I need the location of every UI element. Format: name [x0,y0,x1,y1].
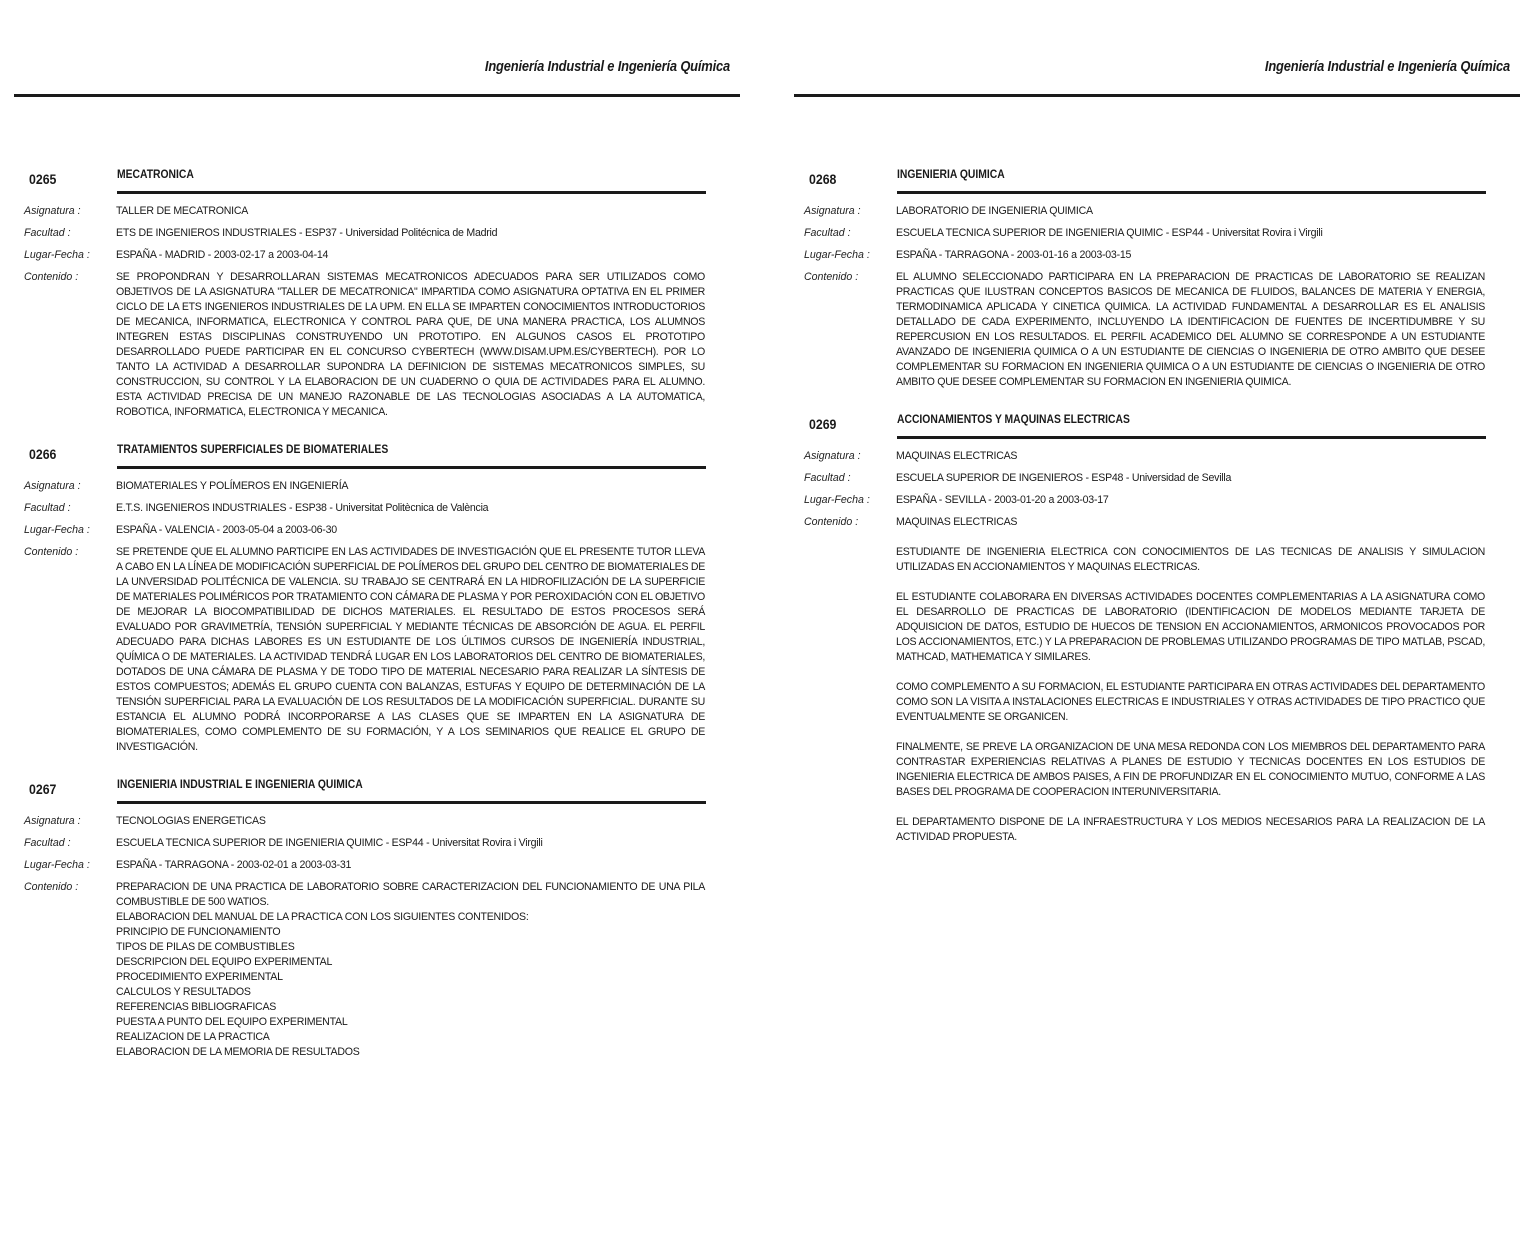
running-header: Ingeniería Industrial e Ingeniería Química [484,58,730,75]
right-entries [804,165,1486,865]
facultad-value: ETS DE INGENIEROS INDUSTRIALES - ESP37 - Universidad Politécnica de Madrid [116,227,498,239]
asignatura-value: LABORATORIO DE INGENIERIA QUIMICA [896,205,1093,217]
entry-code: 0268 [809,171,837,187]
entry-title: MECATRONICA [117,169,194,181]
lugar-fecha-value: ESPAÑA - SEVILLA - 2003-01-20 a 2003-03-17 [896,494,1109,506]
entry-code: 0265 [29,171,57,187]
contenido-paragraph: COMO COMPLEMENTO A SU FORMACION, EL ESTUDIANTE PARTICIPARA EN OTRAS ACTIVIDADES DEL DEPARTAMENTO COMO SON LA VISITA A INSTALACIONES ELECTRICAS E INDUSTRIALES Y OTRAS ACTIVIDADES DE TIPO PRACTICO QUE EVENTUALMENTE SE ORGANICEN. [896,681,1485,723]
facultad-value: ESCUELA TECNICA SUPERIOR DE INGENIERIA QUIMIC - ESP44 - Universitat Rovira i Virgili [896,227,1323,239]
entry-title: INGENIERIA INDUSTRIAL E INGENIERIA QUIMICA [117,779,363,791]
title-rule [117,801,706,804]
asignatura-value: TALLER DE MECATRONICA [116,205,249,217]
facultad-row [24,226,706,241]
contenido-block [896,515,1485,845]
facultad-row [24,836,706,851]
asignatura-label: Asignatura : [804,450,861,462]
contenido-short: MAQUINAS ELECTRICAS [896,516,1018,528]
entry-title: ACCIONAMIENTOS Y MAQUINAS ELECTRICAS [897,414,1130,426]
contenido-line: ELABORACION DEL MANUAL DE LA PRACTICA CON LOS SIGUIENTES CONTENIDOS: [116,911,529,923]
facultad-row [804,226,1486,241]
lugar-fecha-value: ESPAÑA - TARRAGONA - 2003-01-16 a 2003-03-15 [896,249,1132,261]
lugar-fecha-value: ESPAÑA - MADRID - 2003-02-17 a 2003-04-14 [116,249,329,261]
lugar-fecha-row [24,523,706,538]
asignatura-label: Asignatura : [24,815,81,827]
contenido-line: DESCRIPCION DEL EQUIPO EXPERIMENTAL [116,956,333,968]
entry-0266 [24,440,706,755]
header-rule [794,94,1520,97]
contenido-line: PUESTA A PUNTO DEL EQUIPO EXPERIMENTAL [116,1016,348,1028]
lugar-fecha-label: Lugar-Fecha : [24,524,90,536]
lugar-fecha-label: Lugar-Fecha : [804,249,870,261]
lugar-fecha-row [804,248,1486,263]
contenido-line: PROCEDIMIENTO EXPERIMENTAL [116,971,283,983]
title-rule [897,436,1486,439]
lugar-fecha-row [24,248,706,263]
lugar-fecha-label: Lugar-Fecha : [804,494,870,506]
contenido-line: ELABORACION DE LA MEMORIA DE RESULTADOS [116,1046,360,1058]
left-page [14,0,754,1238]
facultad-value: ESCUELA SUPERIOR DE INGENIEROS - ESP48 - Universidad de Sevilla [896,472,1232,484]
lugar-fecha-value: ESPAÑA - TARRAGONA - 2003-02-01 a 2003-03-31 [116,859,352,871]
contenido-paragraph: ESTUDIANTE DE INGENIERIA ELECTRICA CON CONOCIMIENTOS DE LAS TECNICAS DE ANALISIS Y SIMULACION UTILIZADAS EN ACCIONAMIENTOS Y MAQUINAS ELECTRICAS. [896,546,1485,573]
contenido-paragraph: EL ESTUDIANTE COLABORARA EN DIVERSAS ACTIVIDADES DOCENTES COMPLEMENTARIAS A LA ASIGNATURA COMO EL DESARROLLO DE PRACTICAS DE LABORATORIO (IDENTIFICACION DE MODELOS MEDIANTE TARJETA DE ADQUISICION DE DATOS, ESTUDIO DE HUECOS DE TENSION EN ACCIONAMIENTOS, ARMONICOS PROVOCADOS POR LOS ACCIONAMIENTOS, ETC.) Y LA PREPARACION DE PROBLEMAS UTILIZANDO PROGRAMAS DE TIPO MATLAB, PSCAD, MATHCAD, MATHEMATICA Y SIMILARES. [896,591,1485,663]
header-rule [14,94,740,97]
entry-header [24,440,706,472]
lugar-fecha-value: ESPAÑA - VALENCIA - 2003-05-04 a 2003-06-30 [116,524,337,536]
asignatura-row [24,814,706,829]
asignatura-label: Asignatura : [24,480,81,492]
contenido-line: REALIZACION DE LA PRACTICA [116,1031,270,1043]
contenido-paragraph: EL DEPARTAMENTO DISPONE DE LA INFRAESTRUCTURA Y LOS MEDIOS NECESARIOS PARA LA REALIZACION DE LA ACTIVIDAD PROPUESTA. [896,816,1485,843]
asignatura-value: MAQUINAS ELECTRICAS [896,450,1018,462]
facultad-label: Facultad : [804,472,851,484]
contenido-label: Contenido : [24,271,79,283]
title-rule [897,191,1486,194]
contenido-paragraph: FINALMENTE, SE PREVE LA ORGANIZACION DE UNA MESA REDONDA CON LOS MIEMBROS DEL DEPARTAMENTO PARA CONTRASTAR EXPERIENCIAS RELATIVAS A PLANES DE ESTUDIO Y TECNICAS DOCENTES EN LOS ESTUDIOS DE INGENIERIA ELECTRICA DE AMBOS PAISES, A FIN DE PROFUNDIZAR EN EL CONOCIMIENTO MUTUO, CONFORME A LAS BASES DEL PROGRAMA DE COOPERACION INTERUNIVERSITARIA. [896,741,1485,798]
lugar-fecha-row [24,858,706,873]
left-entries [24,165,706,1080]
right-page [794,0,1532,1238]
contenido-text: EL ALUMNO SELECCIONADO PARTICIPARA EN LA PREPARACION DE PRACTICAS DE LABORATORIO SE REALIZAN PRACTICAS QUE ILUSTRAN CONCEPTOS BASICOS DE MECANICA DE FLUIDOS, BALANCES DE MATERIA Y ENERGIA, TERMODINAMICA APLICADA Y CINETICA QUIMICA. LA ACTIVIDAD FUNDAMENTAL A DESARROLLAR ES EL ANALISIS DETALLADO DE CADA EXPERIMENTO, INCLUYENDO LA IDENTIFICACION DE FUENTES DE INCERTIDUMBRE Y SU REPERCUSION EN LOS RESULTADOS. EL PERFIL ACADEMICO DEL ALUMNO SE CORRESPONDE A UN ESTUDIANTE AVANZADO DE INGENIERIA QUIMICA O A UN ESTUDIANTE DE CIENCIAS O INGENIERIA DE OTRO AMBITO QUE DESEE COMPLEMENTAR SU FORMACION EN INGENIERIA QUIMICA O A UN ESTUDIANTE DE CIENCIAS O INGENIERIA DE OTRO AMBITO QUE DESEE COMPLEMENTAR SU FORMACION EN INGENIERIA QUIMICA. [896,271,1485,388]
entry-0267 [24,775,706,1060]
contenido-row [804,515,1486,845]
contenido-label: Contenido : [24,546,79,558]
contenido-line: CALCULOS Y RESULTADOS [116,986,251,998]
entry-header [24,775,706,807]
lugar-fecha-label: Lugar-Fecha : [24,249,90,261]
asignatura-value: BIOMATERIALES Y POLÍMEROS EN INGENIERÍA [116,480,349,492]
asignatura-row [804,204,1486,219]
entry-title: TRATAMIENTOS SUPERFICIALES DE BIOMATERIALES [117,444,389,456]
entry-code: 0269 [809,416,837,432]
facultad-label: Facultad : [24,837,71,849]
lugar-fecha-row [804,493,1486,508]
contenido-text: SE PROPONDRAN Y DESARROLLARAN SISTEMAS MECATRONICOS ADECUADOS PARA SER UTILIZADOS COMO OBJETIVOS DE LA ASIGNATURA "TALLER DE MECATRONICA" IMPARTIDA COMO ASIGNATURA OPTATIVA EN EL PRIMER CICLO DE LA ETS INGENIEROS INDUSTRIALES DE LA UPM. EN ELLA SE IMPARTEN CONOCIMIENTOS INTRODUCTORIOS DE MECANICA, INFORMATICA, ELECTRONICA Y CONTROL PARA QUE, DE UNA MANERA PRACTICA, LOS ALUMNOS INTEGREN ESTAS DISCIPLINAS CONSTRUYENDO UN PROTOTIPO. EN ALGUNOS CASOS EL PROTOTIPO DESARROLLADO PUEDE PARTICIPAR EN EL CONCURSO CYBERTECH (WWW.DISAM.UPM.ES/CYBERTECH). POR LO TANTO LA ACTIVIDAD A DESARROLLAR SUPONDRA LA DEFINICION DE SISTEMAS MECATRONICOS SIMPLES, SU CONSTRUCCION, SU CONTROL Y LA ELABORACION DE UN CUADERNO O QUIA DE ACTIVIDADES PARA EL ALUMNO. ESTA ACTIVIDAD PRECISA DE UN MANEJO RAZONABLE DE LAS TECNOLOGIAS ASOCIADAS A LA AUTOMATICA, ROBOTICA, INFORMATICA, ELECTRONICA Y MECANICA. [116,271,705,418]
contenido-line: PRINCIPIO DE FUNCIONAMIENTO [116,926,281,938]
facultad-label: Facultad : [804,227,851,239]
contenido-block [116,880,705,1060]
contenido-row [24,545,706,755]
contenido-label: Contenido : [804,516,859,528]
asignatura-row [24,479,706,494]
entry-title: INGENIERIA QUIMICA [897,169,1005,181]
entry-code: 0266 [29,446,57,462]
facultad-value: ESCUELA TECNICA SUPERIOR DE INGENIERIA QUIMIC - ESP44 - Universitat Rovira i Virgili [116,837,543,849]
asignatura-value: TECNOLOGIAS ENERGETICAS [116,815,266,827]
facultad-label: Facultad : [24,502,71,514]
entry-0265 [24,165,706,420]
contenido-line: TIPOS DE PILAS DE COMBUSTIBLES [116,941,295,953]
facultad-value: E.T.S. INGENIEROS INDUSTRIALES - ESP38 - Universitat Politècnica de València [116,502,489,514]
title-rule [117,191,706,194]
contenido-text: SE PRETENDE QUE EL ALUMNO PARTICIPE EN LAS ACTIVIDADES DE INVESTIGACIÓN QUE EL PRESENTE TUTOR LLEVA A CABO EN LA LÍNEA DE MODIFICACIÓN SUPERFICIAL DE POLÍMEROS DEL GRUPO DEL CENTRO DE BIOMATERIALES DE LA UNVERSIDAD POLITÉCNICA DE VALENCIA. SU TRABAJO SE CENTRARÁ EN LA HIDROFILIZACIÓN DE LA SUPERFICIE DE MATERIALES POLIMÉRICOS POR TRATAMIENTO CON CÁMARA DE PLASMA Y POR PEROXIDACIÓN CON EL OBJETIVO DE MEJORAR LA BIOCOMPATIBILIDAD DE DICHOS MATERIALES. EL RESULTADO DE ESTOS PROCESOS SERÁ EVALUADO POR GRAVIMETRÍA, TENSIÓN SUPERFICIAL Y MEDIANTE TÉCNICAS DE ABSORCIÓN DE AGUA. EL PERFIL ADECUADO PARA DICHAS LABORES ES UN ESTUDIANTE DE LOS ÚLTIMOS CURSOS DE INGENIERÍA INDUSTRIAL, QUÍMICA O DE MATERIALES. LA ACTIVIDAD TENDRÁ LUGAR EN LOS LABORATORIOS DEL CENTRO DE BIOMATERIALES, DOTADOS DE UNA CÁMARA DE PLASMA Y DE TODO TIPO DE MATERIAL NECESARIO PARA REALIZAR LA SÍNTESIS DE ESTOS COMPUESTOS; ADEMÁS EL GRUPO CUENTA CON BALANZAS, ESTUFAS Y EQUIPO DE DETERMINACIÓN DE LA TENSIÓN SUPERFICIAL PARA LA EVALUACIÓN DE LOS RESULTADOS DE LA MODIFICACIÓN SUPERFICIAL. DURANTE SU ESTANCIA EL ALUMNO PODRÁ INCORPORARSE A LAS CLASES QUE SE IMPARTEN EN LA ASIGNATURA DE BIOMATERIALES, COMO COMPLEMENTO DE SU FORMACIÓN, Y A LOS SEMINARIOS QUE REALICE EL GRUPO DE INVESTIGACIÓN. [116,546,705,753]
facultad-row [804,471,1486,486]
entry-0269 [804,410,1486,845]
contenido-row [24,880,706,1060]
contenido-row [24,270,706,420]
asignatura-row [24,204,706,219]
contenido-label: Contenido : [24,881,79,893]
running-header: Ingeniería Industrial e Ingeniería Química [1264,58,1510,75]
asignatura-label: Asignatura : [24,205,81,217]
asignatura-row [804,449,1486,464]
facultad-row [24,501,706,516]
contenido-label: Contenido : [804,271,859,283]
asignatura-label: Asignatura : [804,205,861,217]
entry-header [804,410,1486,442]
contenido-intro: PREPARACION DE UNA PRACTICA DE LABORATORIO SOBRE CARACTERIZACION DEL FUNCIONAMIENTO DE UNA PILA COMBUSTIBLE DE 500 WATIOS. [116,881,705,908]
facultad-label: Facultad : [24,227,71,239]
contenido-line: REFERENCIAS BIBLIOGRAFICAS [116,1001,277,1013]
contenido-row [804,270,1486,390]
entry-0268 [804,165,1486,390]
lugar-fecha-label: Lugar-Fecha : [24,859,90,871]
entry-header [24,165,706,197]
entry-code: 0267 [29,781,57,797]
entry-header [804,165,1486,197]
title-rule [117,466,706,469]
